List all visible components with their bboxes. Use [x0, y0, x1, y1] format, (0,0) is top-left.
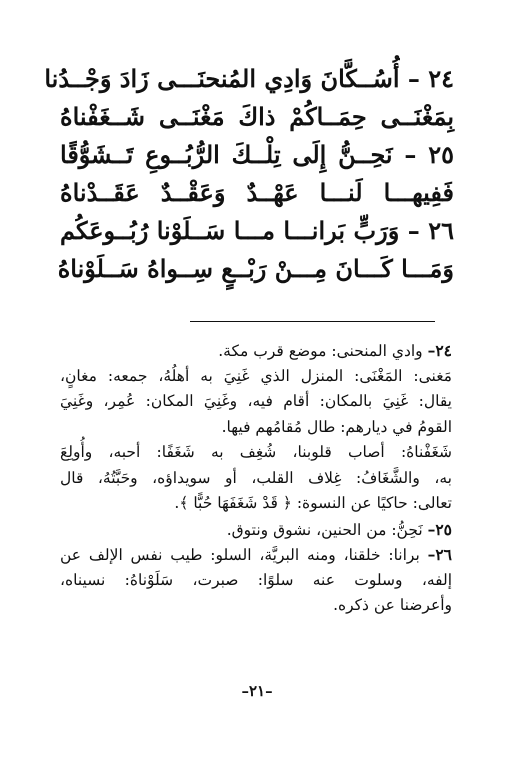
note-24-line: تعالى: حاكيًا عن النسوة: ﴿ قَدْ شَغَفَهَا حُبًّا ﴾. — [174, 494, 452, 512]
verse-26-second-hemistich: وَمَـــا كَـــانَ مِـــنْ رَبْــعٍ سِــواهُ سَــلَوْناهُ — [57, 254, 454, 283]
verse-number: ٢٤ — [428, 64, 454, 93]
verse-text: نَحِــنُّ إِلَى تِلْــكَ الرُّبُــوعِ تَــشَوُّقًا — [60, 140, 393, 169]
note-24-line: شَغَفْناهُ: أصاب قلوبنا، شُغِف به شَغَفًا: أحبه، وأُولِعَ — [60, 443, 452, 461]
verse-26-first-hemistich: ٢٦ – وَرَبٍّ بَرانـــا مـــا سَــلَوْنا رُبُــوعَكُم — [60, 216, 454, 245]
footnotes — [60, 338, 452, 619]
note-24-line: مَغنى: المَغْنَى: المنزل الذي غَنِيَ به أهلُهُ، جمعه: مغانٍ، — [60, 366, 452, 385]
page-number: –٢١– — [241, 682, 273, 700]
verse-25-first-hemistich: ٢٥ – نَحِــنُّ إِلَى تِلْــكَ الرُّبُــوعِ تَــشَوُّقًا — [60, 140, 455, 169]
note-number: ٢٥– — [427, 519, 452, 539]
note-24-line: ٢٤– وادي المنحنى: موضع قرب مكة. — [218, 341, 452, 360]
verse-text: أُسُــكَّانَ وَادِي المُنحنَـــى زَادَ وَجْــدُنا — [44, 64, 400, 93]
note-26-line: وأعرضنا عن ذكره. — [333, 596, 452, 614]
verse-24-first-hemistich: ٢٤ – أُسُــكَّانَ وَادِي المُنحنَـــى زَادَ وَجْــدُنا — [44, 64, 454, 93]
note-25-line: ٢٥– نَحِنُّ: من الحنين، نشوق ونتوق. — [226, 519, 452, 539]
verse-24-second-hemistich: بِمَغْنَــى حِمَــاكُمْ ذاكَ مَغْنَــى شَــغَفْناهُ — [60, 102, 454, 131]
note-24-line: به، والشَّغَافُ: غِلاف القلب، أو سويداؤه، وحَبَّتُهُ، قال — [60, 468, 452, 487]
note-24-line: القومُ في ديارهم: طال مُقامُهم فيها. — [221, 417, 452, 436]
verse-number: ٢٦ — [428, 216, 454, 245]
footnote-divider — [190, 321, 435, 322]
note-26-line: ٢٦– برانا: خلقنا، ومنه البريَّة، السلو: طيب نفس الإلف عن — [60, 545, 452, 564]
note-26-line: إلفه، وسلوت عنه سلوًا: صبرت، سَلَوْناهُ: نسيناه، — [60, 570, 452, 589]
verse-number: ٢٥ — [428, 140, 455, 169]
note-number: ٢٦– — [427, 545, 452, 564]
poem-block — [44, 60, 455, 288]
verse-text: وَرَبٍّ بَرانـــا مـــا سَــلَوْنا رُبُــوعَكُم — [60, 216, 400, 245]
note-24-line: يقال: غَنِيَ بالمكان: أقام فيه، وغَنِيَ المكان: عُمِر، وغَنِيَ — [60, 392, 452, 410]
note-number: ٢٤– — [427, 341, 452, 360]
verse-25-second-hemistich: فَفِيهـــا لَنـــا عَهْــدٌ وَعَقْــدٌ عَقَــدْناهُ — [60, 178, 454, 207]
